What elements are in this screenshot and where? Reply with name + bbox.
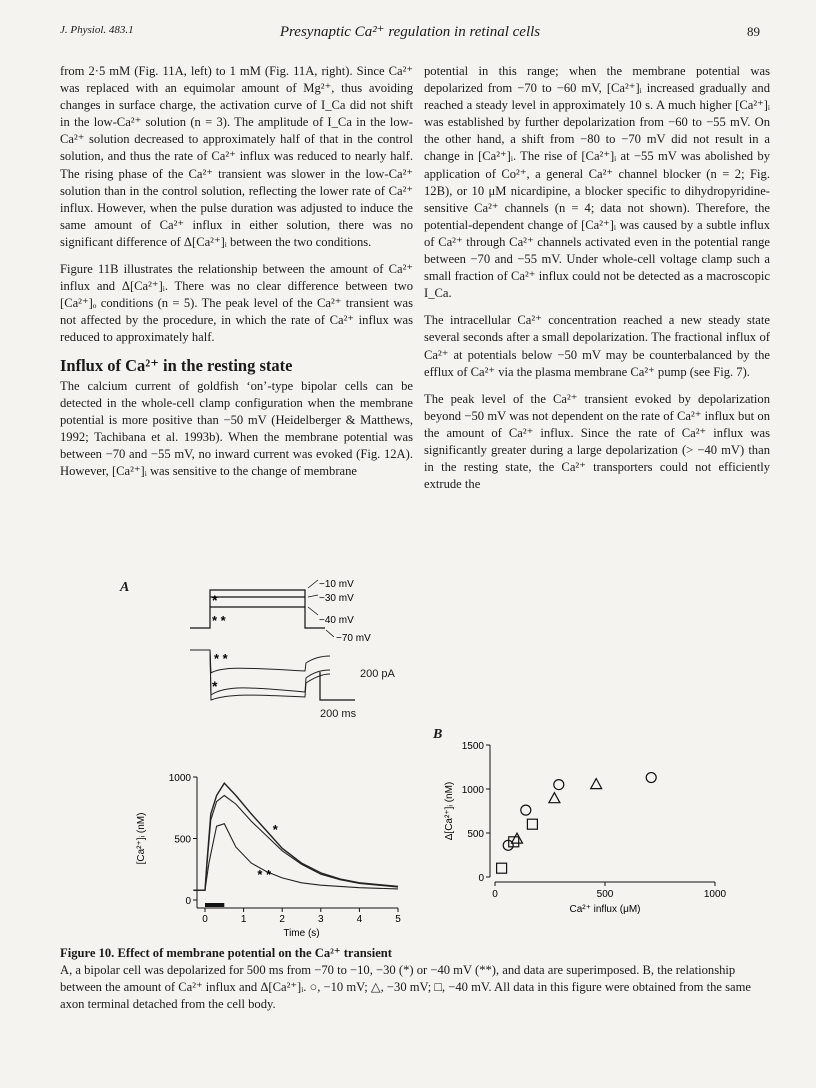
page-number: 89 (747, 24, 760, 39)
y-axis-label: Δ[Ca²⁺]ᵢ (nM) (444, 781, 455, 841)
series-line (193, 796, 398, 891)
series-line (193, 783, 398, 890)
data-point-circle (646, 773, 656, 783)
series-label: * * (257, 867, 272, 883)
section-heading: Influx of Ca²⁺ in the resting state (60, 355, 293, 375)
voltage-label-40: −40 mV (319, 615, 354, 626)
right-column (424, 63, 770, 503)
x-tick-label: 0 (492, 889, 498, 900)
voltage-current-traces (180, 575, 390, 715)
x-tick-label: 1000 (703, 889, 727, 900)
y-tick-label: 500 (174, 834, 191, 846)
y-tick-label: 0 (478, 873, 484, 884)
x-tick-label: 2 (279, 914, 285, 925)
x-tick-label: 0 (202, 914, 208, 925)
y-tick-label: 1500 (461, 741, 484, 752)
data-point-triangle (512, 833, 523, 843)
data-point-triangle (549, 793, 560, 803)
paragraph: potential in this range; when the membrane potential was depolarized from −70 to −60 mV, [Ca²⁺]ᵢ increased gradually and reached a steady level in approximately 10 s. A much higher [Ca²⁺]ᵢ was established by further depolarization from −60 to −55 mV. On the other hand, a shift from −80 to −70 mV did not result in a change in [Ca²⁺]ᵢ. The rise of [Ca²⁺]ᵢ at −55 mV was abolished by application of Co²⁺, a general Ca²⁺ channel blocker (n = 2; Fig. 12B), or 10 μM nicardipine, a blocker specific to dihydropyridine-sensitive Ca²⁺ channels (n = 4; data not shown). Therefore, the potential-dependent change of [Ca²⁺]ᵢ was caused by a subtle influx of Ca²⁺ through Ca²⁺ channels activated even in the potential range between −70 and −55 mV. Under whole-cell voltage clamp such a small fraction of Ca²⁺ influx could not be detected as a macroscopic I_Ca. (424, 64, 770, 301)
data-point-circle (554, 780, 564, 790)
caption-text: A, a bipolar cell was depolarized for 500 ms from −70 to −10, −30 (*) or −40 mV (**), and data are superimposed. B, the relationship between the amount of Ca²⁺ influx and Δ[Ca²⁺]ᵢ. ○, −10 mV; △, −30 mV; □, −40 mV. All data in this figure were obtained from the same axon terminal detached from the cell body. (60, 963, 752, 1011)
data-point-circle (521, 805, 531, 815)
page-header (60, 24, 760, 42)
influx-scatter-chart (440, 735, 740, 920)
current-scale-label: 200 pA (360, 668, 395, 680)
panel-a-label: A (120, 580, 130, 595)
stimulus-bar (205, 903, 224, 907)
y-tick-label: 500 (467, 829, 484, 840)
y-tick-label: 0 (185, 896, 191, 907)
voltage-label-30: −30 mV (319, 593, 354, 604)
star-label: * (212, 592, 218, 608)
x-tick-label: 1 (240, 914, 247, 925)
panel-b-label: B (433, 727, 443, 742)
x-tick-label: 5 (395, 914, 401, 925)
double-star-trace-label: * * (214, 651, 228, 666)
calcium-transient-chart (130, 765, 415, 939)
x-tick-label: 500 (596, 889, 614, 900)
data-point-square (527, 819, 537, 829)
left-column (60, 63, 413, 490)
x-axis-label: Ca²⁺ influx (μM) (569, 904, 641, 915)
voltage-label-70: −70 mV (336, 633, 371, 644)
paragraph: from 2·5 mM (Fig. 11A, left) to 1 mM (Fig. 11A, right). Since Ca²⁺ was replaced with an equimolar amount of Mg²⁺, thus avoiding changes in surface charge, the activation curve of I_Ca did not shift in the low-Ca²⁺ solution (n = 3). The amplitude of I_Ca in the low-Ca²⁺ solution decreased to approximately half of that in the control solution, and thus the rate of Ca²⁺ influx was reduced to nearly half. The rising phase of the Ca²⁺ transient was slower in the low-Ca²⁺ solution than in the control solution, reflecting the lower rate of Ca²⁺ influx. However, when the pulse duration was adjusted to induce the same amount of Ca²⁺ influx in either solution, there was no significant difference of Δ[Ca²⁺]ᵢ between the two conditions. (60, 64, 413, 249)
x-axis-label: Time (s) (283, 928, 320, 939)
time-scale-label: 200 ms (320, 708, 357, 720)
paragraph: The intracellular Ca²⁺ concentration reached a new steady state several seconds after a small depolarization. The fractional influx of Ca²⁺ at potentials below −50 mV may be counterbalanced by the efflux of Ca²⁺ via the plasma membrane Ca²⁺ pump (see Fig. 7). (424, 313, 770, 379)
series-label: * (272, 822, 278, 838)
y-axis-label: [Ca²⁺]ᵢ (nM) (136, 812, 147, 865)
x-tick-label: 4 (356, 914, 363, 925)
paragraph: The peak level of the Ca²⁺ transient evoked by depolarization beyond −50 mV was not dependent on the rate of Ca²⁺ influx but on the amount of Ca²⁺ influx. Since the rate of Ca²⁺ influx was significantly greater during a large depolarization (> −40 mV) than in the resting state, the Ca²⁺ transporters could not efficiently extrude the (424, 391, 770, 492)
paragraph: The calcium current of goldfish ‘on’-type bipolar cells can be detected in the whole-cell clamp configuration when the membrane potential is more positive than −50 mV (Heidelberger & Matthews, 1992; Tachibana et al. 1993b). When the membrane potential was between −70 and −55 mV, no inward current was evoked (Fig. 12A). However, [Ca²⁺]ᵢ was sensitive to the change of membrane (60, 378, 413, 479)
journal-name: J. Physiol. 483.1 (60, 24, 134, 36)
figure-caption (60, 945, 770, 1013)
double-star-label: * * (212, 613, 226, 628)
data-point-triangle (591, 779, 602, 789)
x-tick-label: 3 (318, 914, 324, 925)
running-title: Presynaptic Ca²⁺ regulation in retinal cells (279, 24, 541, 40)
y-tick-label: 1000 (461, 785, 484, 796)
series-line (193, 824, 398, 891)
paragraph: Figure 11B illustrates the relationship between the amount of Ca²⁺ influx and Δ[Ca²⁺]ᵢ. There was no clear difference between two [Ca²⁺]ₒ conditions (n = 5). The peak level of the Ca²⁺ transient was not affected by the procedure, in which the rate of Ca²⁺ influx was reduced to approximately half. (60, 262, 413, 345)
caption-title: Figure 10. Effect of membrane potential on the Ca²⁺ transient (60, 946, 392, 960)
data-point-square (497, 863, 507, 873)
star-trace-label: * (212, 678, 218, 694)
y-tick-label: 1000 (168, 773, 191, 784)
voltage-label-10: −10 mV (319, 579, 354, 590)
